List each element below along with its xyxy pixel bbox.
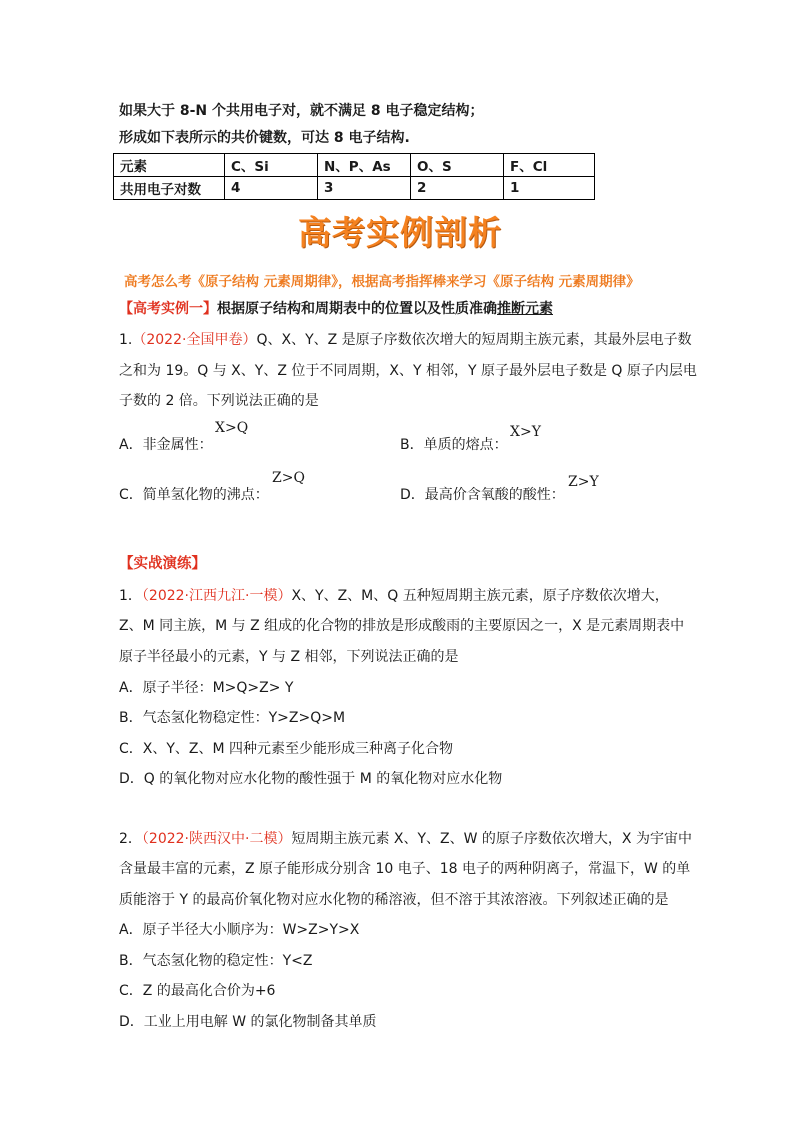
- option-a: A．原子半径大小顺序为：W>Z>Y>X: [119, 922, 360, 938]
- intro-line-2: 形成如下表所示的共价键数，可达 8 电子结构.: [119, 130, 410, 146]
- option-b: B．单质的熔点：: [400, 437, 508, 453]
- option-a: A．原子半径：M>Q>Z> Y: [119, 680, 294, 696]
- table-cell: C、Si: [225, 154, 318, 177]
- table-row: [114, 154, 595, 177]
- question-source: （2022·江西九江·一模）: [141, 588, 292, 604]
- question-line: 子数的 2 倍。下列说法正确的是: [119, 393, 319, 409]
- intro-line-1: 如果大于 8-N 个共用电子对，就不满足 8 电子稳定结构；: [119, 103, 484, 119]
- table-cell: 3: [318, 177, 411, 200]
- option-a: A．非金属性：: [119, 437, 213, 453]
- example-header-text: 根据原子结构和周期表中的位置以及性质准确: [217, 301, 497, 317]
- table-cell: N、P、As: [318, 154, 411, 177]
- question-line: 原子半径最小的元素，Y 与 Z 相邻，下列说法正确的是: [119, 649, 459, 665]
- table-cell: 4: [225, 177, 318, 200]
- option-d: D．工业上用电解 W 的氯化物制备其单质: [119, 1014, 377, 1030]
- question-line: 质能溶于 Y 的最高价氧化物对应水化物的稀溶液，但不溶于其浓溶液。下列叙述正确的是: [119, 892, 669, 908]
- table-cell: 共用电子对数: [114, 177, 225, 200]
- question-text: Q、X、Y、Z 是原子序数依次增大的短周期主族元素，其最外层电子数: [256, 332, 692, 348]
- option-a-value: X>Q: [215, 420, 249, 436]
- example-header-text-underlined: 推断元素: [497, 301, 553, 317]
- example-header: [119, 298, 553, 318]
- option-c-value: Z>Q: [272, 470, 305, 486]
- table-row: [114, 177, 595, 200]
- question-line: [119, 585, 669, 605]
- question-line: [119, 828, 692, 848]
- question-line: 含量最丰富的元素，Z 原子能形成分别含 10 电子、18 电子的两种阴离子，常温下，W 的单: [119, 861, 691, 877]
- question-source: （2022·全国甲卷）: [132, 332, 257, 348]
- table-cell: O、S: [411, 154, 504, 177]
- question-source: （2022·陕西汉中·二模）: [141, 831, 292, 847]
- question-number: 1．: [119, 588, 142, 604]
- question-line: [119, 329, 692, 349]
- option-b-value: X>Y: [510, 424, 541, 440]
- question-number: 2．: [119, 831, 142, 847]
- option-d-value: Z>Y: [568, 474, 599, 490]
- question-line: 之和为 19。Q 与 X、Y、Z 位于不同周期，X、Y 相邻，Y 原子最外层电子数是 Q 原子内层电: [119, 363, 697, 379]
- question-line: Z、M 同主族，M 与 Z 组成的化合物的排放是形成酸雨的主要原因之一，X 是元素周期表中: [119, 618, 685, 634]
- option-d: D．最高价含氧酸的酸性：: [400, 487, 565, 503]
- question-text: X、Y、Z、M、Q 五种短周期主族元素，原子序数依次增大，: [291, 588, 669, 604]
- table-cell: 2: [411, 177, 504, 200]
- practice-header: 【实战演练】: [119, 556, 206, 572]
- option-d: D．Q 的氧化物对应水化物的酸性强于 M 的氧化物对应水化物: [119, 771, 503, 787]
- section-subtitle: 高考怎么考《原子结构 元素周期律》，根据高考指挥棒来学习《原子结构 元素周期律》: [124, 274, 640, 290]
- question-number: 1.: [119, 332, 133, 348]
- example-header-bracket: 【高考实例一】: [119, 301, 217, 317]
- option-c: C．Z 的最高化合价为+6: [119, 983, 276, 999]
- table-cell: F、Cl: [504, 154, 595, 177]
- option-c: C．简单氢化物的沸点：: [119, 487, 269, 503]
- option-c: C．X、Y、Z、M 四种元素至少能形成三种离子化合物: [119, 741, 454, 757]
- section-headline: 高考实例剖析: [298, 213, 502, 252]
- table-cell: 1: [504, 177, 595, 200]
- question-text: 短周期主族元素 X、Y、Z、W 的原子序数依次增大，X 为宇宙中: [291, 831, 692, 847]
- option-b: B．气态氢化物稳定性：Y>Z>Q>M: [119, 710, 346, 726]
- bond-table: [113, 153, 595, 200]
- table-cell: 元素: [114, 154, 225, 177]
- option-b: B．气态氢化物的稳定性：Y<Z: [119, 953, 313, 969]
